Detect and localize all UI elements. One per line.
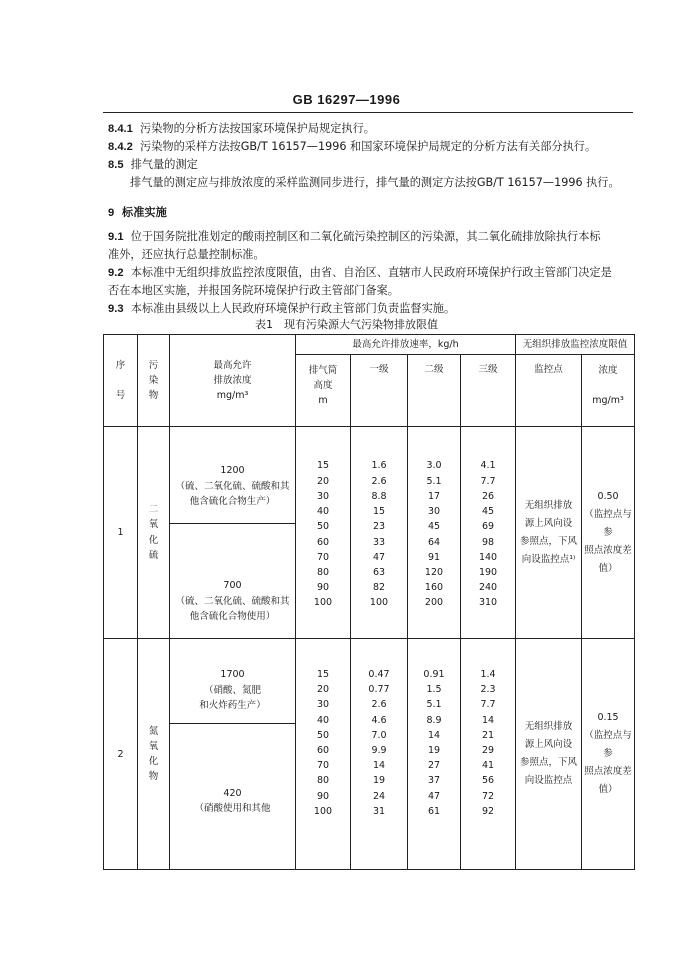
table-caption: 表1 现有污染源大气污染物排放限值 xyxy=(255,318,438,331)
clause-8-4-2: 8.4.2 污染物的采样方法按GB/T 16157—1996 和国家环境保护局规定的分析方法有关部分执行。 xyxy=(108,140,597,153)
row-1-limit-a: 1200 （硫、二氧化硫、硫酸和其 他含硫化合物生产） xyxy=(170,427,296,524)
row-2-concentration: 0.15 （监控点与参 照点浓度差 值） xyxy=(582,639,635,870)
clause-9-2-line1: 9.2 本标准中无组织排放监控浓度限值，由省、自治区、直辖市人民政府环境保护行政主管部门决定是 xyxy=(108,266,612,279)
row-2-stack-heights: 15 20 30 40 50 60 70 80 90 100 xyxy=(296,639,351,870)
row-2-grade-3: 1.4 2.3 7.7 14 21 29 41 56 72 92 xyxy=(461,639,516,870)
header-no: 序 号 xyxy=(104,335,138,427)
emission-limits-table xyxy=(103,334,635,870)
row-1-limit-b: 700 （硫、二氧化硫、硫酸和其 他含硫化合物使用） xyxy=(170,524,296,639)
row-1-concentration: 0.50 （监控点与参 照点浓度差 值） xyxy=(582,427,635,639)
row-1-grade-2: 3.0 5.1 17 30 45 64 91 120 160 200 xyxy=(408,427,461,639)
header-rule xyxy=(103,112,633,113)
row-2-limit-a: 1700 （硝酸、氮肥 和火炸药生产） xyxy=(170,639,296,724)
header-max-concentration: 最高允许 排放浓度 mg/m³ xyxy=(170,335,296,427)
row-1-no: 1 xyxy=(104,427,138,639)
row-1-grade-3: 4.1 7.7 26 45 69 98 140 190 240 310 xyxy=(461,427,516,639)
row-1-pollutant: 二 氧 化 硫 xyxy=(138,427,170,639)
header-concentration: 浓度 mg/m³ xyxy=(582,355,635,427)
row-2-monitor-point: 无组织排放 源上风向设 参照点，下风 向设监控点 xyxy=(516,639,582,870)
header-grade-2: 二级 xyxy=(408,355,461,427)
header-monitor-point: 监控点 xyxy=(516,355,582,427)
clause-9-1-line1: 9.1 位于国务院批准划定的酸雨控制区和二氧化硫污染控制区的污染源，其二氧化硫排放除执行本标 xyxy=(108,230,601,243)
header-grade-3: 三级 xyxy=(461,355,516,427)
clause-9-2-line2: 否在本地区实施，并报国务院环境保护行政主管部门备案。 xyxy=(108,284,399,297)
header-stack-height: 排气筒 高度 m xyxy=(296,355,351,427)
header-fugitive: 无组织排放监控浓度限值 xyxy=(516,335,635,355)
clause-8-5-body: 排气量的测定应与排放浓度的采样监测同步进行，排气量的测定方法按GB/T 16157—1996 执行。 xyxy=(130,176,620,189)
row-2-grade-2: 0.91 1.5 5.1 8.9 14 19 27 37 47 61 xyxy=(408,639,461,870)
header-max-rate: 最高允许排放速率，kg/h xyxy=(296,335,516,355)
clause-9-3: 9.3 本标准由县级以上人民政府环境保护行政主管部门负责监督实施。 xyxy=(108,302,456,315)
row-1-stack-heights: 15 20 30 40 50 60 70 80 90 100 xyxy=(296,427,351,639)
clause-8-4-1: 8.4.1 污染物的分析方法按国家环境保护局规定执行。 xyxy=(108,122,375,135)
section-9-heading: 9 标准实施 xyxy=(108,206,167,219)
clause-8-5-heading: 8.5 排气量的测定 xyxy=(108,158,198,171)
document-header: GB 16297—1996 xyxy=(292,92,401,107)
row-2-no: 2 xyxy=(104,639,138,870)
row-2-limit-b: 420 （硝酸使用和其他 xyxy=(170,724,296,870)
row-1-monitor-point: 无组织排放 源上风向设 参照点，下风 向设监控点¹⁾ xyxy=(516,427,582,639)
row-1-grade-1: 1.6 2.6 8.8 15 23 33 47 63 82 100 xyxy=(351,427,408,639)
header-grade-1: 一级 xyxy=(351,355,408,427)
row-2-grade-1: 0.47 0.77 2.6 4.6 7.0 9.9 14 19 24 31 xyxy=(351,639,408,870)
clause-9-1-line2: 准外，还应执行总量控制标准。 xyxy=(108,248,265,261)
header-pollutant: 污 染 物 xyxy=(138,335,170,427)
row-2-pollutant: 氮 氧 化 物 xyxy=(138,639,170,870)
